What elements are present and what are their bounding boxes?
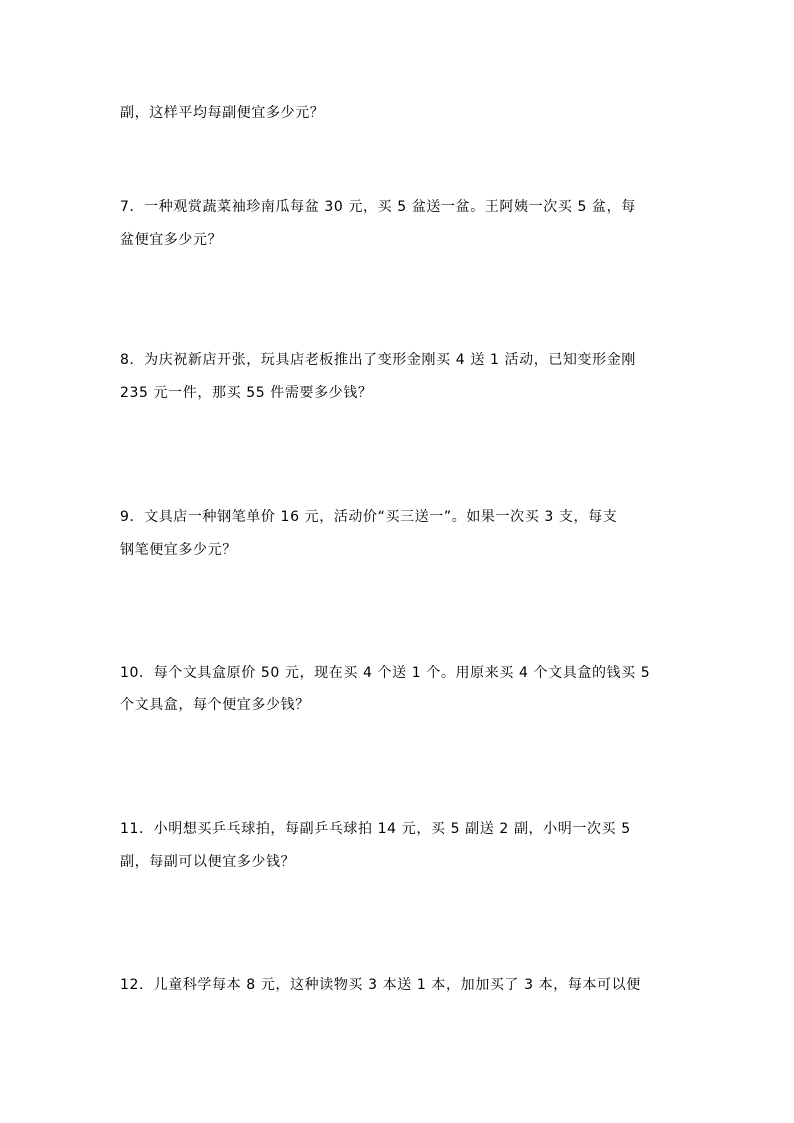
question-9-line-1: 9．文具店一种钢笔单价 16 元，活动价“买三送一”。如果一次买 3 支，每支: [120, 509, 618, 525]
question-6-line-2: 副，这样平均每副便宜多少元？: [120, 105, 325, 121]
question-10-line-1: 10．每个文具盒原价 50 元，现在买 4 个送 1 个。用原来买 4 个文具盒的钱买 5: [120, 665, 651, 681]
question-12-line-1: 12．儿童科学每本 8 元，这种读物买 3 本送 1 本，加加买了 3 本，每本可以便: [120, 977, 641, 993]
question-9-line-2: 钢笔便宜多少元？: [120, 542, 237, 558]
question-8-line-2: 235 元一件，那买 55 件需要多少钱？: [120, 385, 373, 401]
question-11-line-2: 副，每副可以便宜多少钱？: [120, 854, 296, 870]
question-7-line-1: 7．一种观赏蔬菜袖珍南瓜每盆 30 元，买 5 盆送一盆。王阿姨一次买 5 盆，每: [120, 199, 636, 215]
question-7-line-2: 盆便宜多少元？: [120, 232, 223, 248]
question-10-line-2: 个文具盒，每个便宜多少钱？: [120, 697, 310, 713]
question-8-line-1: 8．为庆祝新店开张，玩具店老板推出了变形金刚买 4 送 1 活动，已知变形金刚: [120, 352, 636, 368]
question-11-line-1: 11．小明想买乒乓球拍，每副乒乓球拍 14 元，买 5 副送 2 副，小明一次买 5: [120, 821, 631, 837]
